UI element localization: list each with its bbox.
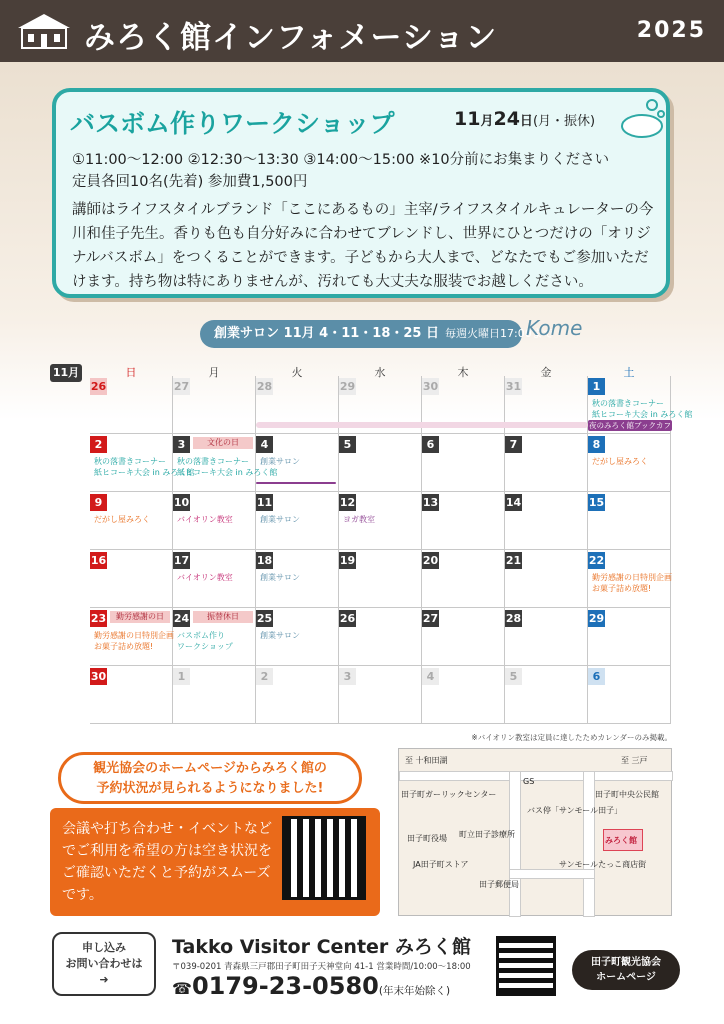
weekday-header: 水 [374,366,386,379]
event-label: 勤労感謝の日特別企画 [94,631,174,640]
workshop-panel [52,88,670,298]
event-span-bar [256,422,588,428]
event-label: 紙ヒコーキ大会 in みろく館 [94,468,195,477]
day-number: 29 [339,380,356,393]
calendar-day [256,550,339,608]
year-label: 2025 [636,18,706,43]
day-number: 10 [173,496,190,509]
tourism-association-link[interactable]: 田子町観光協会 ホームページ [572,950,680,990]
holiday-tag: 振替休日 [193,611,253,623]
map-label: サンモールたっこ商店街 [559,860,647,869]
day-number: 9 [90,494,107,511]
day-number: 5 [339,436,356,453]
day-number: 26 [90,380,107,393]
day-number: 14 [505,496,522,509]
calendar-day [256,492,339,550]
event-label: 紙ヒコーキ大会 in みろく館 [592,410,693,419]
calendar-day [588,492,671,550]
calendar-month-label: 11月 [50,364,82,382]
event-label: 秋の落書きコーナー [94,457,166,466]
weekday-header: 日 [125,366,137,379]
weekday-header: 土 [623,366,635,379]
day-number: 26 [339,612,356,625]
visitor-center-name: Takko Visitor Center みろく館 [172,936,471,958]
map-label: 田子町中央公民館 [595,790,659,799]
calendar-note: ※バイオリン教室は定員に達したためカレンダーのみ掲載。 [471,733,672,742]
map-label: 町立田子診療所 [459,830,515,839]
calendar-day [90,550,173,608]
event-label: バイオリン教室 [177,573,233,582]
day-number: 5 [505,668,522,685]
day-number: 2 [90,436,107,453]
workshop-title: バスボム作りワークショップ [70,109,395,138]
map-label: 至 十和田湖 [405,756,448,765]
day-number: 4 [256,436,273,453]
day-number: 4 [422,668,439,685]
day-number: 25 [256,612,273,625]
event-label: だがし屋みろく [94,515,150,524]
day-number: 15 [588,496,605,509]
workshop-capacity: 定員各回10名(先着) 参加費1,500円 [72,174,308,190]
event-label: 創業サロン [260,631,300,640]
calendar-day [588,434,671,492]
calendar-grid [90,376,693,724]
bubbles-icon [612,96,668,140]
map-label: GS [523,777,535,786]
event-label: 秋の落書きコーナー [592,399,664,408]
day-number: 30 [90,670,107,683]
calendar-day [505,550,588,608]
event-label: お菓子詰め放題! [94,642,154,651]
header-bar [0,0,724,62]
day-number: 1 [173,668,190,685]
day-number: 1 [588,378,605,395]
event-label: 創業サロン [260,515,300,524]
calendar-day [173,492,256,550]
day-number: 28 [505,612,522,625]
calendar-day [90,608,173,666]
holiday-tag: 勤労感謝の日 [110,611,170,623]
promo-headline: 観光協会のホームページからみろく館の 予約状況が見られるようになりました! [58,752,362,804]
event-label: だがし屋みろく [592,457,648,466]
calendar-day [90,376,173,434]
event-span-line [256,482,336,484]
weekday-header: 月 [208,366,220,379]
day-number: 6 [422,436,439,453]
day-number: 2 [256,668,273,685]
day-number: 24 [173,612,190,625]
salon-banner: 創業サロン 11月 4・11・18・25 日 毎週火曜日17:00まで [200,320,522,348]
calendar-day [422,434,505,492]
workshop-date: 11月24日(月・振休) [454,108,596,130]
day-number: 29 [588,612,605,625]
map-label: 田子町役場 [407,834,447,843]
footer-qr-code[interactable] [496,936,556,996]
day-number: 18 [256,554,273,567]
holiday-tag: 文化の日 [193,437,253,449]
book-cafe-bar: 夜のみろく館ブックカフェ [589,421,671,441]
day-number: 27 [173,380,190,393]
calendar-day [339,666,422,724]
weekday-header: 火 [291,366,303,379]
event-label: 紙ヒコーキ大会 in みろく館 [177,468,278,477]
day-number: 7 [505,436,522,453]
day-number: 6 [588,668,605,685]
day-number: 13 [422,496,439,509]
calendar-day [173,376,256,434]
salon-sign: Kome [526,316,583,340]
day-number: 3 [173,436,190,453]
qr-code[interactable] [282,816,366,900]
event-label: バスボム作り [177,631,225,640]
map-label: みろく館 [605,836,637,845]
calendar-day [422,608,505,666]
calendar-day [339,550,422,608]
calendar-day [90,434,195,492]
calendar-day [588,608,671,666]
promo-body: 会議や打ち合わせ・イベントなどでご利用を希望の方は空き状況をご確認いただくと予約がスムーズです。 [62,821,272,903]
calendar-day [173,434,278,492]
map-label: 至 三戸 [621,756,648,765]
address: 〒039-0201 青森県三戸郡田子町田子天神堂向 41-1 営業時間/10:00～18:00 [172,962,471,972]
day-number: 16 [90,554,107,567]
weekday-header: 木 [457,366,469,379]
calendar-day [256,608,339,666]
calendar-day [505,434,588,492]
map-label: 田子町ガーリックセンター [401,790,497,799]
building-logo-icon [14,10,74,52]
event-label: ワークショップ [177,642,233,651]
day-number: 8 [588,436,605,453]
day-number: 19 [339,554,356,567]
calendar-day [173,608,256,666]
event-label: ヨガ教室 [343,515,375,524]
map-label: バス停「サンモール田子」 [527,806,623,815]
event-label: 創業サロン [260,457,300,466]
calendar-day [422,492,505,550]
calendar-day [422,550,505,608]
day-number: 31 [505,380,522,393]
day-number: 21 [505,554,522,567]
calendar-day [173,550,256,608]
promo-panel [50,808,380,916]
calendar-day [588,666,671,724]
contact-button[interactable]: 申し込み お問い合わせは ➜ [52,932,156,996]
day-number: 20 [422,554,439,567]
calendar-day [256,666,339,724]
weekday-header: 金 [540,366,552,379]
day-number: 3 [339,668,356,685]
calendar-day [90,666,173,724]
calendar-day [588,550,671,608]
calendar-day [90,492,173,550]
day-number: 11 [256,496,273,509]
event-label: お菓子詰め放題! [592,584,652,593]
page-title: みろく館インフォメーション [84,20,498,56]
day-number: 17 [173,554,190,567]
day-number: 30 [422,380,439,393]
calendar-day [339,608,422,666]
calendar-day [339,434,422,492]
event-label: 勤労感謝の日特別企画 [592,573,672,582]
map-label: 田子郵便局 [479,880,519,889]
workshop-description: 講師はライフスタイルブランド「ここにあるもの」主宰/ライフスタイルキュレーターの今川和佳子先生。香りも色も自分好みに合わせてブレンドし、世界にひとつだけの「オリジナルバスボム」をつくることができます。子どもから大人まで、どなたでもご参加いただけます。持ち物は特にありませんが、汚れても大丈夫な服装でお越しください。 [72,202,654,290]
workshop-times: ①11:00～12:00 ②12:30～13:30 ③14:00～15:00 ※10分前にお集まりください [72,152,610,168]
phone-number: ☎0179-23-0580(年末年始除く) [172,972,451,1000]
day-number: 23 [90,612,107,625]
calendar-day [173,666,256,724]
calendar-day [339,492,422,550]
calendar-day [422,666,505,724]
day-number: 28 [256,380,273,393]
day-number: 27 [422,612,439,625]
event-label: バイオリン教室 [177,515,233,524]
day-number: 22 [588,554,605,567]
access-map [398,748,672,916]
event-label: 創業サロン [260,573,300,582]
map-label: JA田子町ストア [413,860,469,869]
calendar-day [505,666,588,724]
day-number: 12 [339,496,356,509]
event-label: 秋の落書きコーナー [177,457,249,466]
calendar-day [505,608,588,666]
calendar-day [505,492,588,550]
